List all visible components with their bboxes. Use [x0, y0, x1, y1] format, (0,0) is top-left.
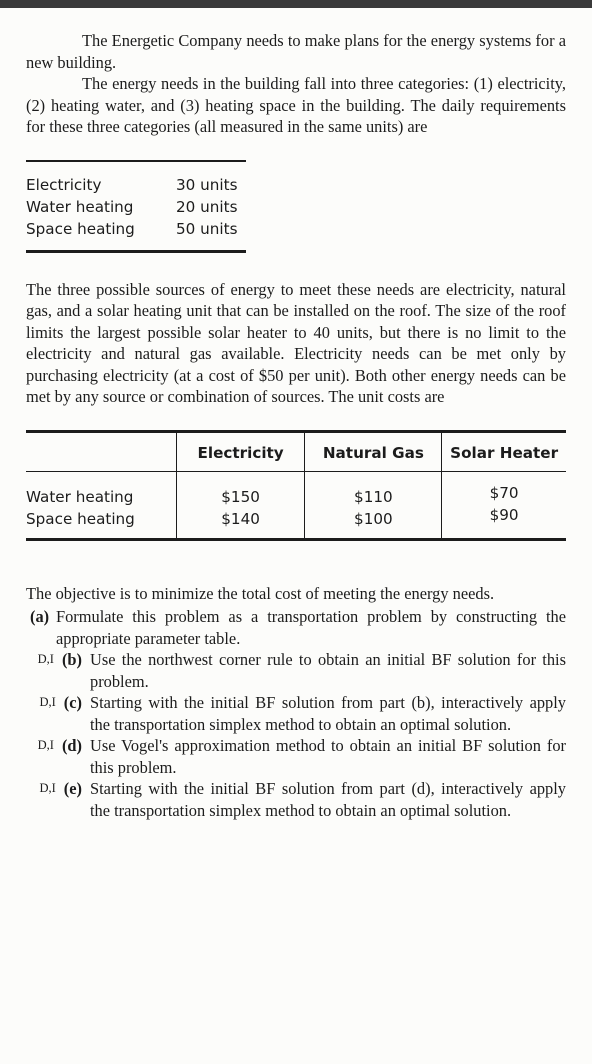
table-cell: $140: [221, 509, 260, 528]
objective-paragraph: The objective is to minimize the total cost of meeting the energy needs.: [26, 583, 495, 603]
intro-paragraph-2: The energy needs in the building fall into three categories: (1) electricity, (2) heating water, and (3) heating space in the building. The daily requirements for these three categories (all measured in the same units) are: [26, 74, 566, 136]
table-cell: $70: [489, 483, 519, 502]
demo-marker: D,I: [37, 652, 54, 666]
header-electricity: Electricity: [176, 433, 305, 471]
part-letter: (c): [63, 693, 82, 712]
part-tag: [26, 606, 56, 649]
top-border: [0, 0, 592, 8]
part-text: Use Vogel's approximation method to obtain an initial BF solution for this problem.: [90, 736, 566, 777]
requirements-row: [26, 218, 246, 240]
part-letter: (b): [61, 650, 82, 669]
requirements-row: [26, 174, 246, 196]
demo-marker: D,I: [39, 781, 56, 795]
part-tag: [26, 735, 90, 778]
solar-heater-column: [441, 472, 566, 538]
demo-marker: D,I: [37, 738, 54, 752]
part-text: Use the northwest corner rule to obtain an initial BF solution for this problem.: [90, 650, 566, 691]
part-text: Formulate this problem as a transportation problem by constructing the appropriate parameter table.: [56, 607, 566, 648]
demo-marker: D,I: [39, 695, 56, 709]
list-item: [26, 649, 566, 692]
part-tag: [26, 692, 90, 735]
part-text: Starting with the initial BF solution from part (b), interactively apply the transportation simplex method to obtain an optimal solution.: [90, 693, 566, 734]
exercise-parts-list: [26, 606, 566, 821]
sources-paragraph: The three possible sources of energy to meet these needs are electricity, natural gas, and a solar heating unit that can be installed on the roof. The size of the roof limits the largest possible solar heater to 40 units, but there is no limit to the electricity and natural gas available. Electricity needs can be met only by purchasing electricity (at a cost of $50 per unit). Both other energy needs can be met by any source or combination of sources. The unit costs are: [26, 279, 566, 406]
header-solar-heater: Solar Heater: [441, 433, 566, 471]
electricity-column: [176, 472, 305, 538]
list-item: [26, 778, 566, 821]
table-body: [26, 472, 566, 541]
requirements-table: [26, 160, 246, 253]
part-letter: (a): [30, 607, 50, 626]
table-cell: $90: [489, 505, 519, 524]
part-letter: (e): [63, 779, 82, 798]
unit-cost-table: [26, 430, 566, 541]
table-cell: $150: [221, 487, 260, 506]
requirement-value: 20 units: [176, 197, 238, 216]
part-tag: [26, 649, 90, 692]
part-tag: [26, 778, 90, 821]
requirement-value: 30 units: [176, 175, 238, 194]
requirement-label: Water heating: [26, 197, 134, 216]
natural-gas-column: [304, 472, 441, 538]
table-header-row: [26, 433, 566, 472]
requirement-label: Space heating: [26, 219, 135, 238]
requirements-row: [26, 196, 246, 218]
row-labels-column: [26, 472, 176, 538]
table-cell: $100: [354, 509, 393, 528]
table-cell: $110: [354, 487, 393, 506]
list-item: [26, 692, 566, 735]
requirement-value: 50 units: [176, 219, 238, 238]
textbook-page: [26, 30, 566, 821]
header-natural-gas: Natural Gas: [304, 433, 441, 471]
row-label-space-heating: Space heating: [26, 509, 135, 528]
row-label-water-heating: Water heating: [26, 487, 134, 506]
part-letter: (d): [61, 736, 82, 755]
list-item: [26, 735, 566, 778]
list-item: [26, 606, 566, 649]
part-text: Starting with the initial BF solution from part (d), interactively apply the transportation simplex method to obtain an optimal solution.: [90, 779, 566, 820]
requirement-label: Electricity: [26, 175, 102, 194]
intro-paragraph-1: The Energetic Company needs to make plans for the energy systems for a new building.: [26, 31, 566, 72]
